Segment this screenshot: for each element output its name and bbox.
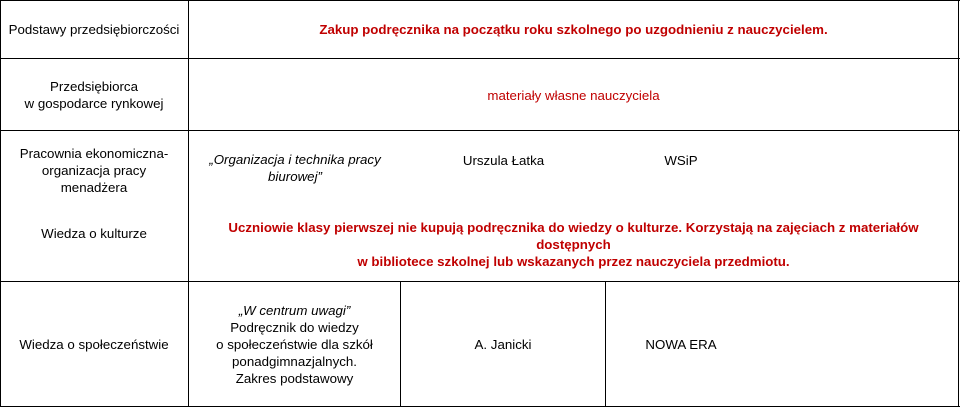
subject-name-line: organizacja pracy [41, 162, 147, 178]
book-title-line: „Organizacja i technika pracy [209, 152, 381, 167]
book-title-line: o społeczeństwie dla szkół [216, 336, 373, 352]
table-border-right [958, 0, 959, 407]
note-cell [189, 59, 958, 131]
subject-name: Wiedza o społeczeństwie [19, 336, 169, 352]
book-title-line: Podręcznik do wiedzy [230, 319, 359, 335]
publisher-cell [606, 131, 756, 209]
book-title-line: biurowej” [268, 169, 322, 184]
publisher-cell [606, 282, 756, 406]
book-title-line: ponadgimnazjalnych. [232, 353, 357, 369]
subject-cell [0, 210, 188, 256]
culture-note-line: w bibliotece szkolnej lub wskazanych przez nauczyciela przedmiotu. [357, 253, 790, 269]
culture-note-line: Uczniowie klasy pierwszej nie kupują podręcznika do wiedzy o kulturze. Korzystają na zajęciach z materiałów dostępnych [228, 219, 919, 252]
note-cell [189, 219, 958, 269]
note-cell [189, 0, 958, 59]
subject-name-line: Pracownia ekonomiczna- [19, 145, 169, 161]
subject-name: Wiedza o kulturze [41, 225, 147, 241]
subject-name-line: menadżera [60, 179, 128, 195]
materials-note: materiały własne nauczyciela [487, 87, 660, 103]
subject-cell [0, 0, 188, 59]
author-cell [401, 131, 606, 209]
book-title-cell [189, 282, 400, 406]
table-border-bottom [0, 406, 960, 407]
subject-name-line: w gospodarce rynkowej [24, 96, 164, 111]
book-publisher: NOWA ERA [645, 336, 717, 352]
book-title-line: Zakres podstawowy [235, 370, 354, 386]
author-cell [401, 282, 605, 406]
book-author: Urszula Łatka [462, 153, 545, 168]
book-author: A. Janicki [474, 336, 532, 352]
subject-cell [0, 59, 188, 131]
book-title-italic: „W centrum uwagi” [238, 302, 351, 318]
subject-name-line: Przedsiębiorca [50, 79, 138, 94]
book-title-cell [189, 131, 401, 209]
book-publisher: WSiP [664, 153, 698, 168]
subject-cell [0, 282, 188, 406]
subject-name: Podstawy przedsiębiorczości [8, 22, 180, 37]
subject-cell [0, 131, 188, 209]
purchase-note: Zakup podręcznika na początku roku szkolnego po uzgodnieniu z nauczycielem. [319, 22, 828, 37]
